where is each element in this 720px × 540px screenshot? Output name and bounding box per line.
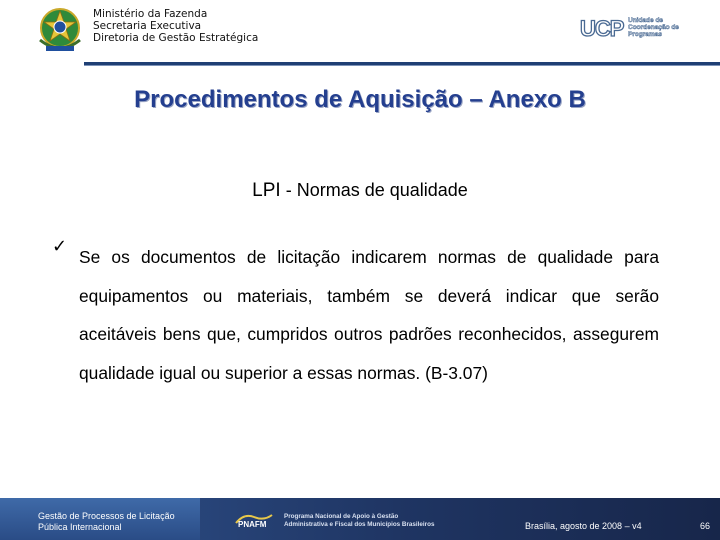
footer-program-line: Administrativa e Fiscal dos Municípios Brasileiros [284,520,435,528]
ministry-line: Ministério da Fazenda [93,8,208,20]
coat-of-arms-icon [34,4,86,54]
ucp-logo-text: UCP [580,16,624,41]
ucp-subtitle-line: Unidade de [628,17,664,24]
subtitle-prefix: LPI [252,180,281,201]
page-number: 66 [700,521,711,531]
secretariat-line: Secretaria Executiva [93,20,202,32]
footer-program-line: Programa Nacional de Apoio à Gestão [284,513,399,520]
directorate-line: Diretoria de Gestão Estratégica [93,32,259,44]
pnafm-logo-text: PNAFM [238,520,267,529]
slide-title: Procedimentos de Aquisição – Anexo B [134,86,586,113]
footer-program-name [284,513,434,528]
pnafm-logo-icon [234,511,274,529]
ministry-header [93,8,258,44]
footer-course-line: Gestão de Processos de Licitação [38,511,175,521]
subtitle-text: - Normas de qualidade [280,180,468,200]
header-divider-shadow [84,65,720,66]
ucp-logo [580,16,690,42]
ucp-subtitle-line: Programas [628,31,662,39]
bullet-paragraph: Se os documentos de licitação indicarem normas de qualidade para equipamentos ou materiais, também se deverá indicar que serão aceitáveis bens que, cumpridos outros padrões reconhecidos, assegurem qualidade igual ou superior a essas normas. (B-3.07) [79,247,659,383]
ucp-subtitle-line: Coordenação de [628,24,679,32]
footer-course-title [38,511,175,533]
check-icon: ✓ [52,236,68,257]
footer-date: Brasília, agosto de 2008 – v4 [525,521,642,531]
slide-subtitle [0,180,720,202]
ucp-logo-subtitle [628,17,679,39]
footer-course-line: Pública Internacional [38,522,122,532]
footer-left-panel [0,498,200,540]
